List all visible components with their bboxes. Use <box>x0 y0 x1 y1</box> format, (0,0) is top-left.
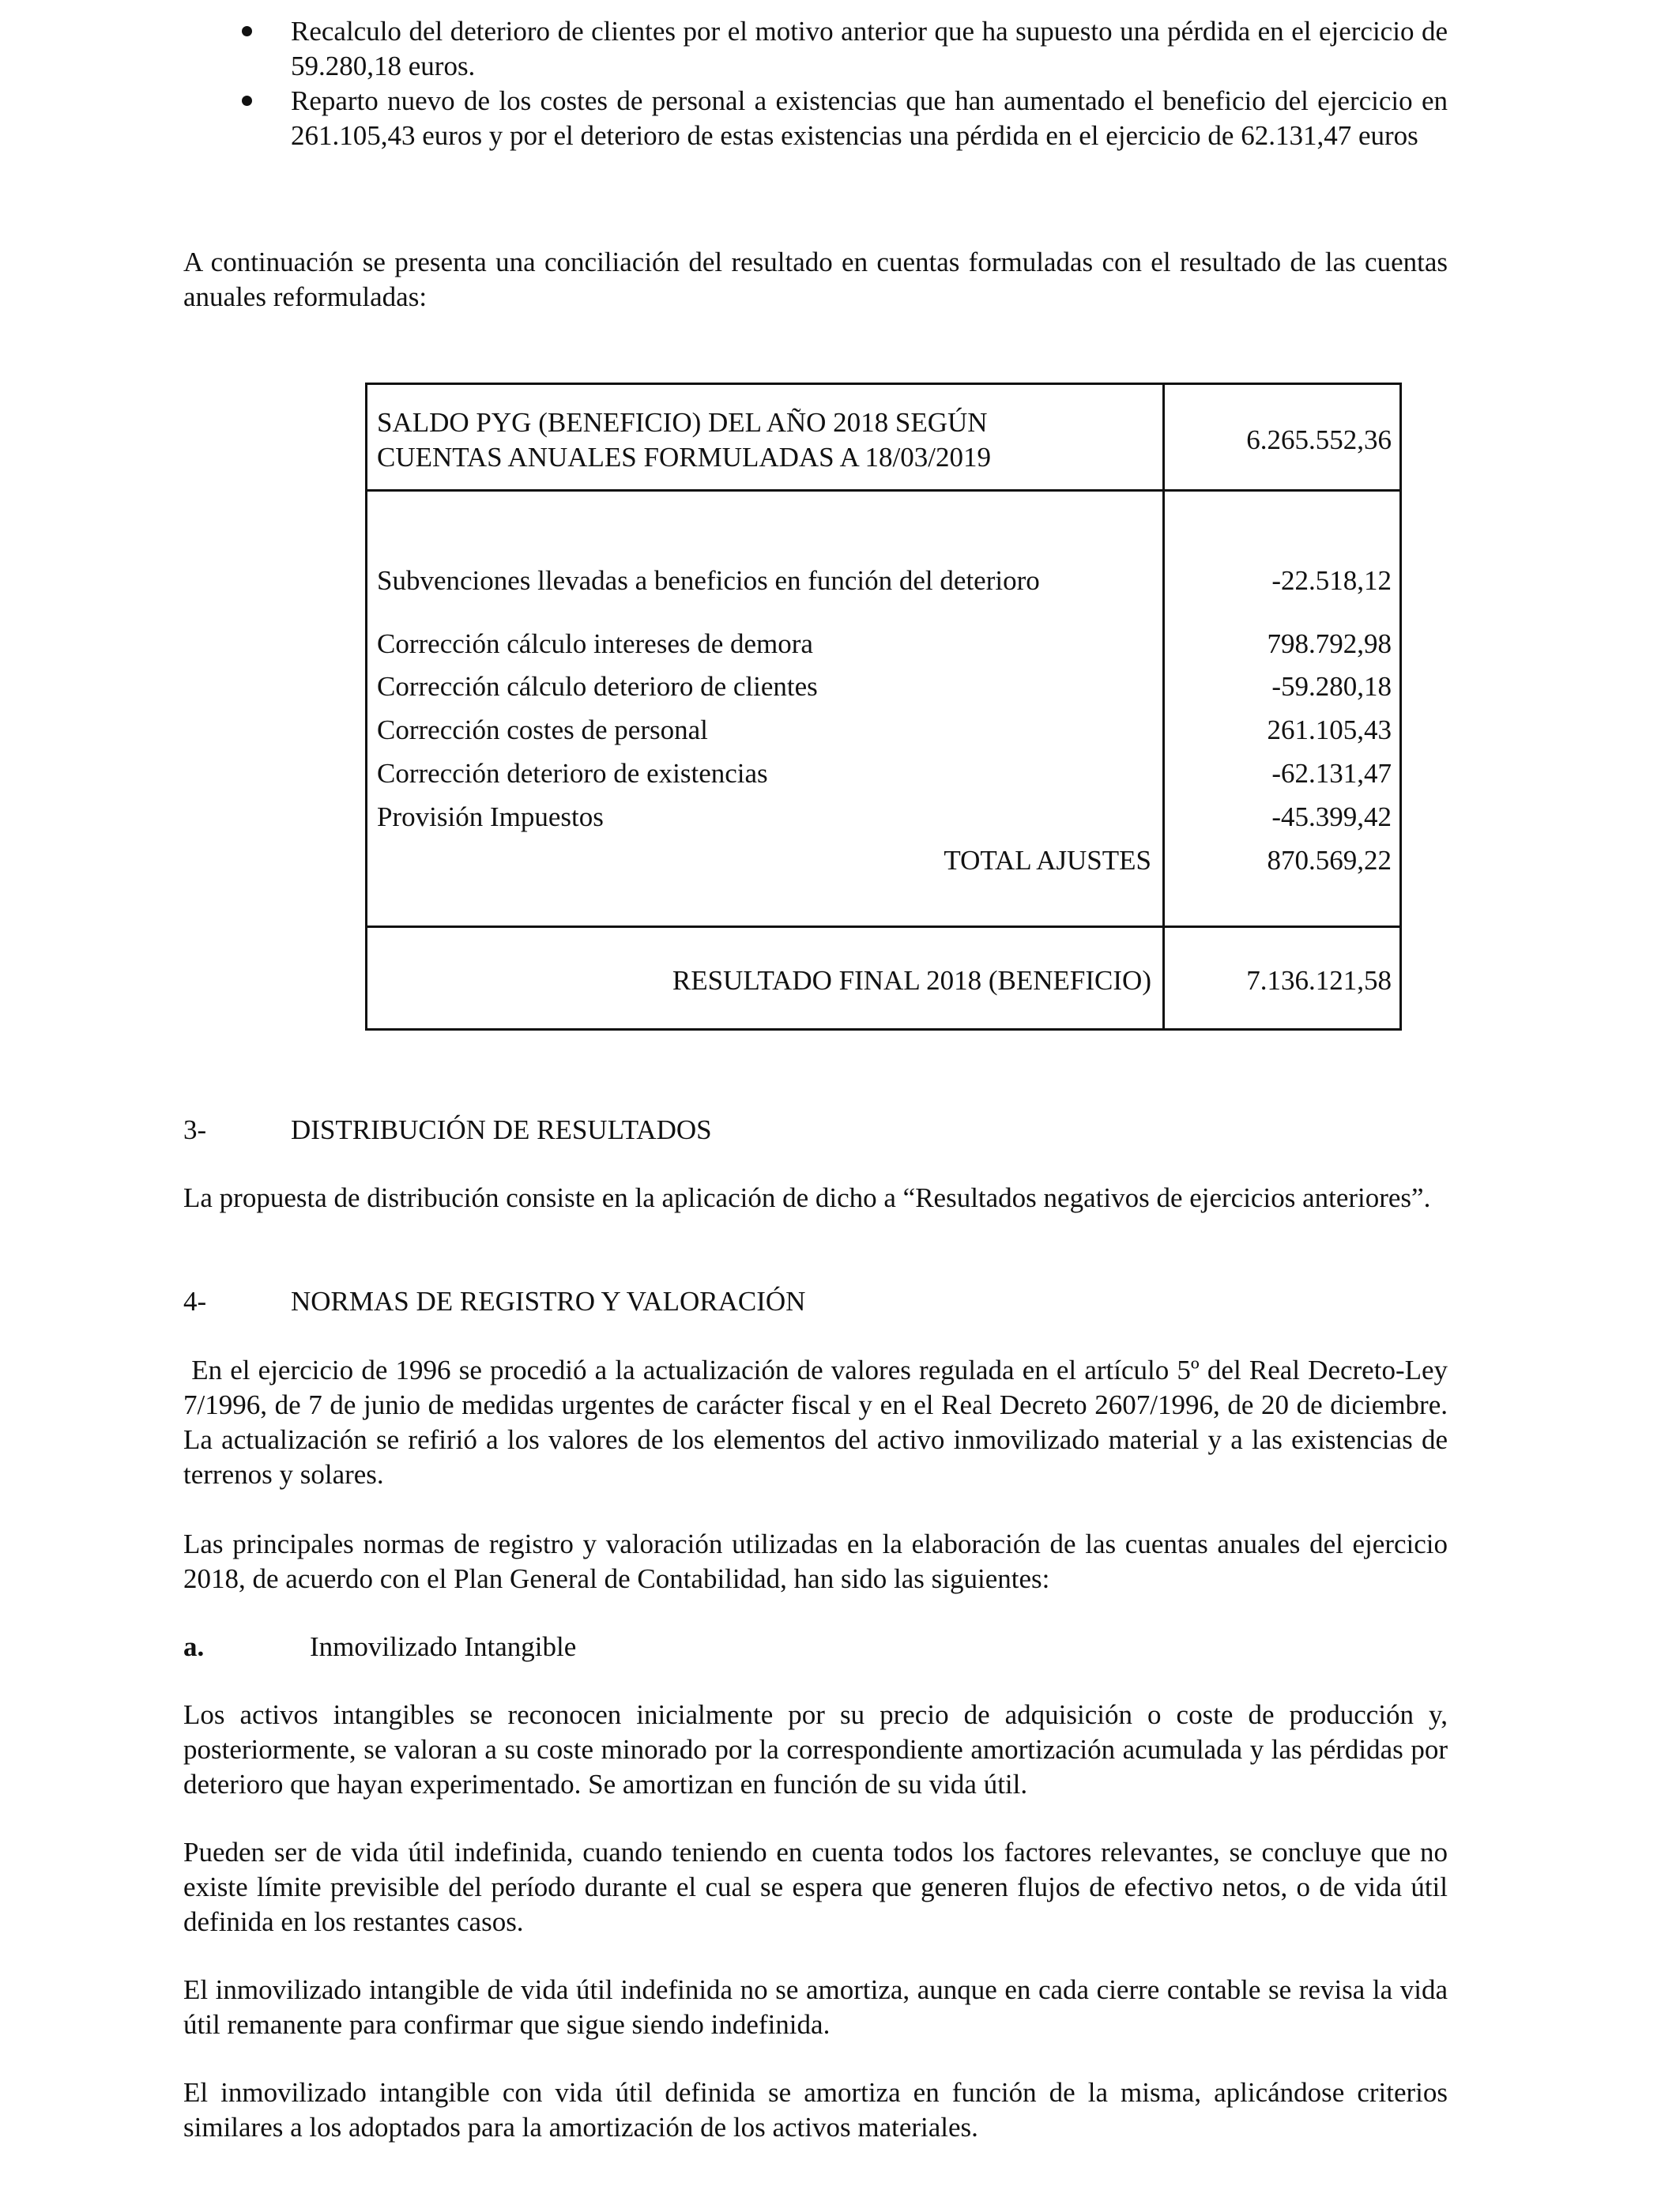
bullet-text: Recalculo del deterioro de clientes por el motivo anterior que ha supuesto una pérdida en el ejercicio de 59.280,18 euros. <box>291 16 1448 81</box>
subsection-title: Inmovilizado Intangible <box>310 1631 577 1662</box>
final-result-value: 7.136.121,58 <box>1246 965 1392 996</box>
table-column-divider <box>1162 385 1165 1028</box>
subsection-paragraph: Pueden ser de vida útil indefinida, cuando teniendo en cuenta todos los factores relevantes, se concluye que no existe límite previsible del período durante el cual se espera que generen flujos de efectivo netos, o de vida útil definida en los restantes casos. <box>183 1837 1448 1937</box>
section-title: NORMAS DE REGISTRO Y VALORACIÓN <box>291 1286 806 1317</box>
adjustment-value: -22.518,12 <box>1271 565 1392 596</box>
adjustment-value: -59.280,18 <box>1271 671 1392 702</box>
adjustment-value: -62.131,47 <box>1271 758 1392 789</box>
adjustment-label: Subvenciones llevadas a beneficios en función del deterioro <box>377 565 1040 596</box>
bullet-item <box>183 14 1448 84</box>
adjustment-value: 798.792,98 <box>1267 628 1392 659</box>
intro-paragraph: A continuación se presenta una conciliación del resultado en cuentas formuladas con el resultado de las cuentas anuales reformuladas: <box>183 247 1448 312</box>
adjustment-value: 261.105,43 <box>1267 714 1392 745</box>
section-4-paragraph: En el ejercicio de 1996 se procedió a la actualización de valores regulada en el artículo 5º del Real Decreto-Ley 7/1996, de 7 de junio de medidas urgentes de carácter fiscal y en el Real Decreto 2607/1996, de 20 de diciembre. La actualización se refirió a los valores de los elementos del activo inmovilizado material y a las existencias de terrenos y solares. <box>183 1355 1455 1490</box>
section-number: 4- <box>183 1286 207 1317</box>
adjustment-value: -45.399,42 <box>1271 801 1392 832</box>
subsection-paragraph: El inmovilizado intangible con vida útil definida se amortiza en función de la misma, aplicándose criterios similares a los adoptados para la amortización de los activos materiales. <box>183 2077 1448 2143</box>
subsection-paragraph: Los activos intangibles se reconocen inicialmente por su precio de adquisición o coste de producción y, posteriormente, se valoran a su coste minorado por la correspondiente amortización acumulada y las pérdidas por deterioro que hayan experimentado. Se amortizan en función de su vida útil. <box>183 1699 1448 1800</box>
section-4-paragraph: Las principales normas de registro y valoración utilizadas en la elaboración de las cuentas anuales del ejercicio 2018, de acuerdo con el Plan General de Contabilidad, han sido las siguientes: <box>183 1529 1448 1594</box>
table-row-divider <box>367 925 1399 928</box>
reconciliation-table <box>365 383 1402 1031</box>
total-adjustments-label: TOTAL AJUSTES <box>944 845 1151 876</box>
bullet-list <box>183 14 1448 153</box>
adjustment-label: Corrección cálculo deterioro de clientes <box>377 671 818 702</box>
adjustment-label: Corrección costes de personal <box>377 714 708 745</box>
adjustment-label: Corrección cálculo intereses de demora <box>377 628 813 659</box>
bullet-item <box>183 84 1448 153</box>
header-value: 6.265.552,36 <box>1246 424 1392 455</box>
header-label: SALDO PYG (BENEFICIO) DEL AÑO 2018 SEGÚN CUENTAS ANUALES FORMULADAS A 18/03/2019 <box>377 407 992 473</box>
subsection-paragraph: El inmovilizado intangible de vida útil indefinida no se amortiza, aunque en cada cierre contable se revisa la vida útil remanente para confirmar que sigue siendo indefinida. <box>183 1974 1448 2040</box>
adjustment-label: Corrección deterioro de existencias <box>377 758 768 789</box>
table-row-divider <box>367 489 1399 492</box>
section-3-paragraph: La propuesta de distribución consiste en la aplicación de dicho a “Resultados negativos de ejercicios anteriores”. <box>183 1182 1431 1213</box>
bullet-icon <box>242 96 252 106</box>
section-title: DISTRIBUCIÓN DE RESULTADOS <box>291 1114 712 1145</box>
section-number: 3- <box>183 1114 207 1145</box>
adjustment-label: Provisión Impuestos <box>377 801 604 832</box>
bullet-icon <box>242 26 252 36</box>
final-result-label: RESULTADO FINAL 2018 (BENEFICIO) <box>672 965 1151 996</box>
total-adjustments-value: 870.569,22 <box>1267 845 1392 876</box>
bullet-text: Reparto nuevo de los costes de personal a existencias que han aumentado el beneficio del ejercicio en 261.105,43 euros y por el deterioro de estas existencias una pérdida en el ejercicio de 62.131,47 euros <box>291 85 1448 151</box>
subsection-letter: a. <box>183 1631 205 1662</box>
